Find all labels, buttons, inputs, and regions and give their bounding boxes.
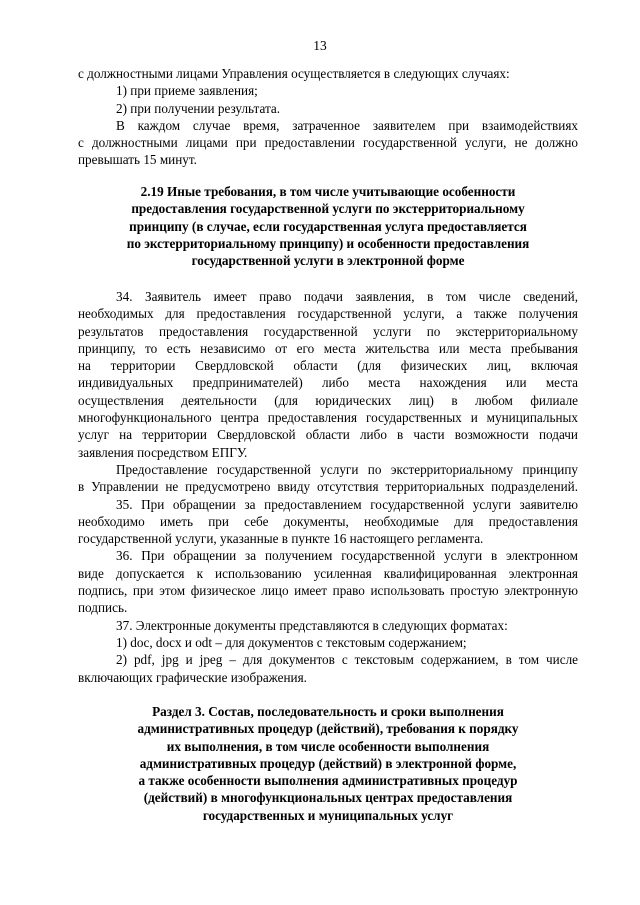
text-line: 1) при приеме заявления; bbox=[116, 83, 258, 99]
text-line: государственной услуги, указанные в пункте 16 настоящего регламента. bbox=[78, 531, 484, 547]
heading-line: их выполнения, в том числе особенности выполнения bbox=[166, 738, 490, 754]
heading-line: предоставления государственной услуги по экстерриториальному bbox=[131, 201, 525, 217]
text-line: многофункционального центра предоставления государственных и муниципальных bbox=[78, 410, 578, 426]
heading-line: а также особенности выполнения административных процедур bbox=[138, 773, 518, 789]
text-line: результатов предоставления государственной услуги по экстерриториальному bbox=[78, 323, 578, 339]
text-line: принципу, то есть независимо от его места жительства или места пребывания bbox=[78, 340, 578, 356]
text-line: 35. При обращении за предоставлением государственной услуги заявителю bbox=[116, 496, 578, 512]
section-heading-3 bbox=[78, 703, 578, 824]
text-line: заявления посредством ЕПГУ. bbox=[78, 444, 248, 460]
text-line: услуг на территории Свердловской области либо в части возможности подачи bbox=[78, 427, 578, 443]
heading-line: административных процедур (действий), требования к порядку bbox=[137, 721, 519, 737]
heading-line: (действий) в многофункциональных центрах предоставления bbox=[143, 790, 513, 806]
text-line: 2) при получении результата. bbox=[116, 100, 281, 116]
heading-line: Раздел 3. Состав, последовательность и сроки выполнения bbox=[152, 704, 504, 719]
text-line: с должностными лицами при предоставлении государственной услуги, не должно bbox=[78, 135, 578, 151]
text-line: 1) doc, docx и odt – для документов с текстовым содержанием; bbox=[116, 634, 467, 650]
text-line: осуществления деятельности (для юридических лиц) в любом филиале bbox=[78, 392, 578, 408]
text-line: В каждом случае время, затраченное заявителем при взаимодействиях bbox=[116, 117, 578, 133]
text-line: 2) pdf, jpg и jpeg – для документов с текстовым содержанием, в том числе bbox=[116, 652, 578, 668]
text-line: необходимых для предоставления государственной услуги, а также получения bbox=[78, 306, 578, 322]
paragraph-block-2 bbox=[78, 288, 578, 686]
text-line: Предоставление государственной услуги по экстерриториальному принципу bbox=[116, 461, 578, 477]
text-line: 36. При обращении за получением государственной услуги в электронном bbox=[116, 548, 578, 564]
text-line: с должностными лицами Управления осуществляется в следующих случаях: bbox=[78, 66, 510, 81]
page-number: 13 bbox=[313, 38, 327, 53]
text-line: индивидуальных предпринимателей) либо места нахождения или места bbox=[78, 375, 578, 391]
text-line: включающих графические изображения. bbox=[78, 669, 307, 685]
heading-line: 2.19 Иные требования, в том числе учитывающие особенности bbox=[140, 184, 516, 199]
text-line: подпись, при этом физическое лицо имеет право использовать простую электронную bbox=[78, 583, 578, 599]
text-line: виде допускается к использованию усиленная квалифицированная электронная bbox=[78, 565, 578, 581]
section-heading-2-19 bbox=[78, 183, 578, 269]
text-line: 37. Электронные документы представляются в следующих форматах: bbox=[116, 617, 508, 633]
text-line: подпись. bbox=[78, 600, 128, 616]
text-line: 34. Заявитель имеет право подачи заявления, в том числе сведений, bbox=[116, 289, 578, 304]
heading-line: административных процедур (действий) в электронной форме, bbox=[139, 755, 517, 771]
text-line: превышать 15 минут. bbox=[78, 152, 197, 168]
heading-line: по экстерриториальному принципу) и особенности предоставления bbox=[126, 235, 530, 251]
heading-line: принципу (в случае, если государственная услуга предоставляется bbox=[129, 218, 527, 234]
text-line: в Управлении не предусмотрено ввиду отсутствия территориальных подразделений. bbox=[78, 479, 578, 495]
text-line: на территории Свердловской области (для физических лиц, включая bbox=[78, 358, 578, 374]
text-line: необходимо иметь при себе документы, необходимые для предоставления bbox=[78, 513, 578, 529]
paragraph-block-1 bbox=[78, 65, 578, 169]
heading-line: государственных и муниципальных услуг bbox=[202, 807, 454, 823]
heading-line: государственной услуги в электронной форме bbox=[191, 253, 465, 269]
